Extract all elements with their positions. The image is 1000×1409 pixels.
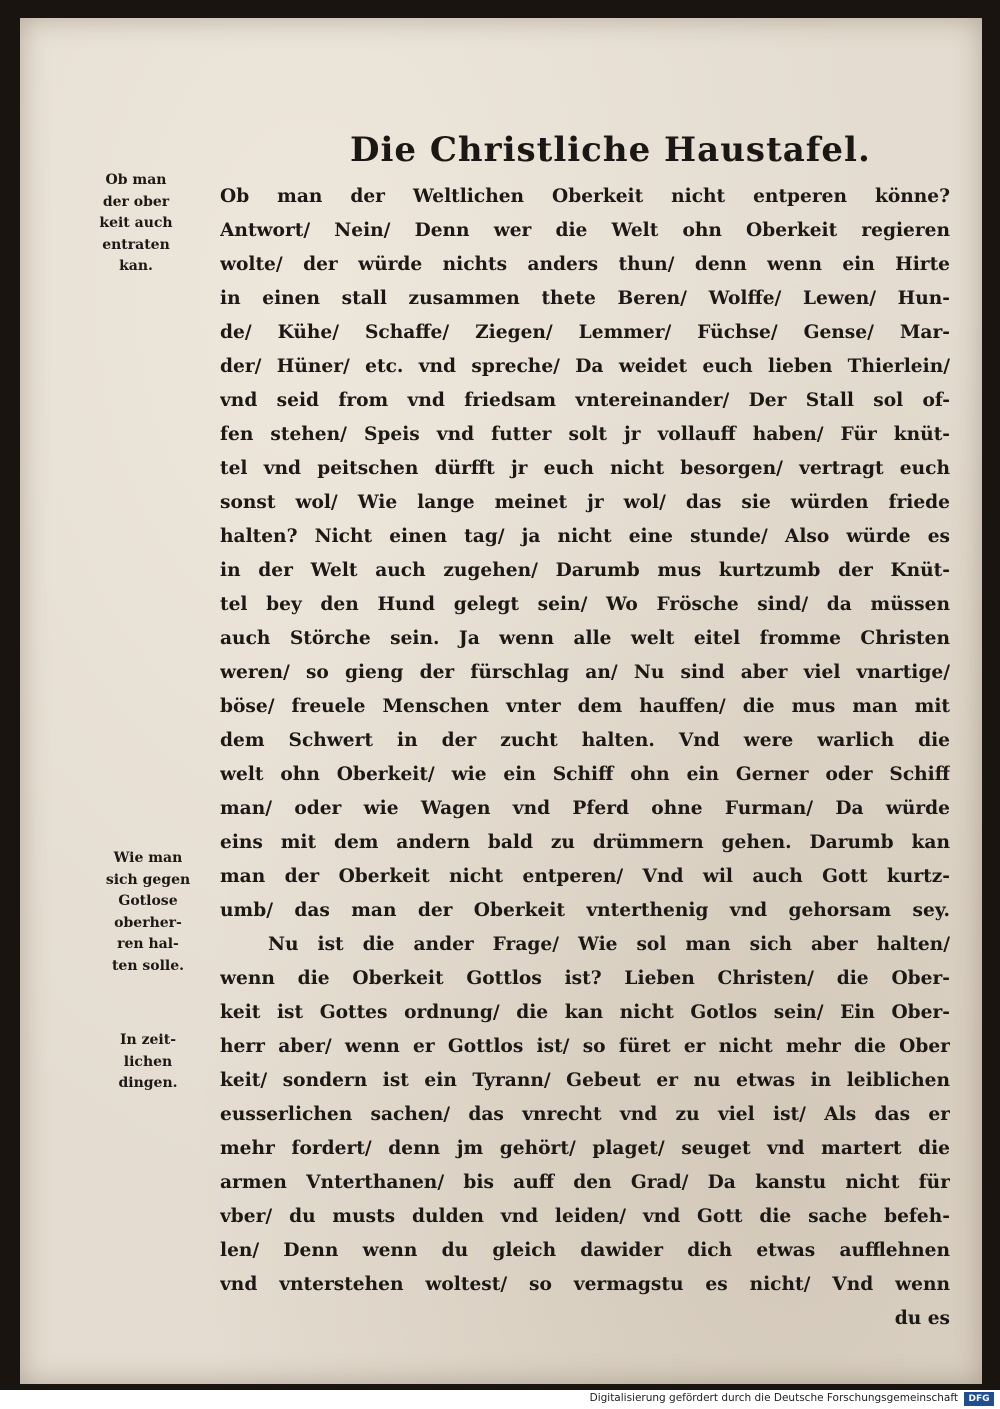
margin-note-line: keit auch (99, 215, 173, 231)
text-line: vnd vnterstehen woltest/ so vermagstu es nicht/ Vnd wenn (220, 1274, 950, 1295)
text-line: auch Störche sein. Ja wenn alle welt eitel fromme Christen (220, 628, 950, 649)
text-line: man der Oberkeit nicht entperen/ Vnd wil auch Gott kurtz- (220, 866, 950, 887)
text-line: de/ Kühe/ Schaffe/ Ziegen/ Lemmer/ Füchse/ Gense/ Mar- (220, 322, 950, 343)
text-line: weren/ so gieng der fürschlag an/ Nu sind aber viel vnartige/ (220, 662, 950, 683)
text-line: keit/ sondern ist ein Tyrann/ Gebeut er nu etwas in leiblichen (220, 1070, 950, 1091)
text-line: dem Schwert in der zucht halten. Vnd were warlich die (220, 730, 950, 751)
text-line: fen stehen/ Speis vnd futter solt jr vollauff haben/ Für knüt- (220, 424, 950, 445)
text-line: welt ohn Oberkeit/ wie ein Schiff ohn ein Gerner oder Schiff (220, 764, 950, 785)
text-line: wolte/ der würde nichts anders thun/ denn wenn ein Hirte (220, 254, 950, 275)
margin-note-line: Ob man (105, 172, 167, 188)
text-line: Antwort/ Nein/ Denn wer die Welt ohn Oberkeit regieren (220, 220, 950, 241)
footer-bar (0, 1390, 1000, 1409)
text-line: eusserlichen sachen/ das vnrecht vnd zu viel ist/ Als das er (220, 1104, 950, 1125)
margin-note-line: Gotlose (118, 893, 178, 909)
margin-note-line: ren hal- (117, 936, 179, 952)
margin-note-line: der ober (102, 193, 170, 210)
text-line: umb/ das man der Oberkeit vnterthenig vnd gehorsam sey. (220, 900, 950, 921)
body-text (220, 180, 950, 1336)
text-line: in einen stall zusammen thete Beren/ Wolffe/ Lewen/ Hun- (220, 288, 950, 309)
text-line: der/ Hüner/ etc. vnd spreche/ Da weidet euch lieben Thierlein/ (220, 356, 950, 377)
text-line: sonst wol/ Wie lange meinet jr wol/ das sie würden friede (220, 492, 950, 513)
text-line: armen Vnterthanen/ bis auff den Grad/ Da kanstu nicht für (220, 1172, 950, 1193)
text-line: keit ist Gottes ordnung/ die kan nicht Gotlos sein/ Ein Ober- (220, 1002, 950, 1023)
text-line: in der Welt auch zugehen/ Darumb mus kurtzumb der Knüt- (220, 560, 950, 581)
funding-notice: Digitalisierung gefördert durch die Deutsche Forschungsgemeinschaft (589, 1392, 958, 1404)
dfg-logo[interactable]: DFG (964, 1392, 994, 1406)
margin-note-3 (102, 1030, 194, 1095)
margin-note-line: oberher- (114, 914, 182, 931)
page-heading: Die Christliche Haustafel. (350, 130, 871, 170)
text-line: wenn die Oberkeit Gottlos ist? Lieben Christen/ die Ober- (220, 968, 950, 989)
text-line: mehr fordert/ denn jm gehört/ plaget/ seuget vnd martert die (220, 1138, 950, 1159)
text-line: herr aber/ wenn er Gottlos ist/ so füret er nicht mehr die Ober (220, 1036, 950, 1057)
text-line: vnd seid from vnd friedsam vntereinander/ Der Stall sol of- (220, 390, 950, 411)
text-line: man/ oder wie Wagen vnd Pferd ohne Furman/ Da würde (220, 798, 950, 819)
margin-note-line: sich gegen (105, 871, 191, 888)
text-line: eins mit dem andern bald zu drümmern gehen. Darumb kan (220, 832, 950, 853)
text-line: Ob man der Weltlichen Oberkeit nicht entperen könne? (220, 186, 950, 207)
text-line: Nu ist die ander Frage/ Wie sol man sich aber halten/ (268, 934, 950, 955)
margin-note-line: ten solle. (111, 957, 185, 974)
text-line: len/ Denn wenn du gleich dawider dich etwas aufflehnen (220, 1240, 950, 1261)
margin-note-1 (90, 170, 182, 278)
margin-note-line: kan. (119, 258, 153, 274)
text-line: tel vnd peitschen dürfft jr euch nicht besorgen/ vertragt euch (220, 458, 950, 479)
text-line: vber/ du musts dulden vnd leiden/ vnd Gott die sache befeh- (220, 1206, 950, 1227)
margin-note-line: In zeit- (119, 1032, 177, 1048)
text-line: böse/ freuele Menschen vnter dem hauffen/ die mus man mit (220, 696, 950, 717)
book-page (20, 18, 982, 1384)
text-line: tel bey den Hund gelegt sein/ Wo Frösche sind/ da müssen (220, 594, 950, 615)
margin-note-line: Wie man (113, 850, 183, 866)
catchword: du es (894, 1308, 950, 1329)
margin-note-2 (102, 848, 194, 977)
margin-note-line: lichen (123, 1053, 173, 1070)
text-line: halten? Nicht einen tag/ ja nicht eine stunde/ Also würde es (220, 526, 950, 547)
margin-note-line: entraten (102, 236, 170, 253)
margin-note-line: dingen. (118, 1075, 178, 1091)
